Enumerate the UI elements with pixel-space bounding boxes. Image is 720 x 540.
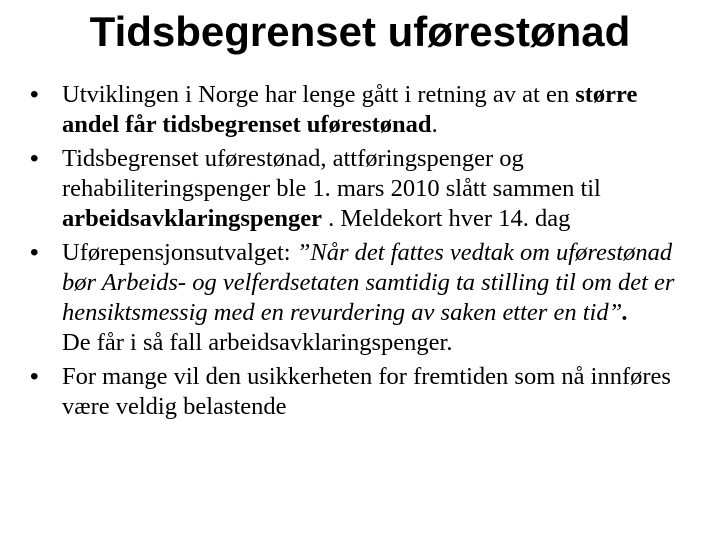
bullet-item [30, 362, 700, 422]
bullet-text: Uførepensjonsutvalget: [62, 239, 297, 266]
bullet-text: Utviklingen i Norge har lenge gått i retning av at en [62, 81, 576, 108]
bullet-item [30, 144, 700, 234]
bullet-list [30, 80, 700, 426]
bullet-text: Tidsbegrenset uførestønad, attføringspenger og rehabiliteringspenger ble 1. mars 2010 slått sammen til [62, 145, 601, 202]
bullet-text-bold: arbeidsavklaringspenger [62, 205, 322, 232]
bullet-icon: • [30, 145, 39, 172]
bullet-text: For mange vil den usikkerheten for fremtiden som nå innføres være veldig belastende [62, 363, 671, 420]
bullet-text-period: . [622, 299, 629, 326]
bullet-text: . Meldekort hver 14. dag [322, 205, 571, 232]
bullet-item [30, 80, 700, 140]
bullet-icon: • [30, 81, 39, 108]
bullet-text: . [431, 111, 438, 138]
bullet-item [30, 238, 700, 358]
bullet-text-quote: ”Når det fattes vedtak om uførestønad bør Arbeids- og velferdsetaten samtidig ta stilling til om det er hensiktsmessig med en revurdering av saken etter en tid” [62, 239, 675, 326]
slide-title: Tidsbegrenset uførestønad [89, 8, 631, 55]
bullet-text-continuation: De får i så fall arbeidsavklaringspenger. [62, 329, 453, 356]
bullet-icon: • [30, 239, 39, 266]
bullet-text-bold: større andel får tidsbegrenset uførestønad [62, 81, 638, 138]
bullet-icon: • [30, 363, 39, 390]
